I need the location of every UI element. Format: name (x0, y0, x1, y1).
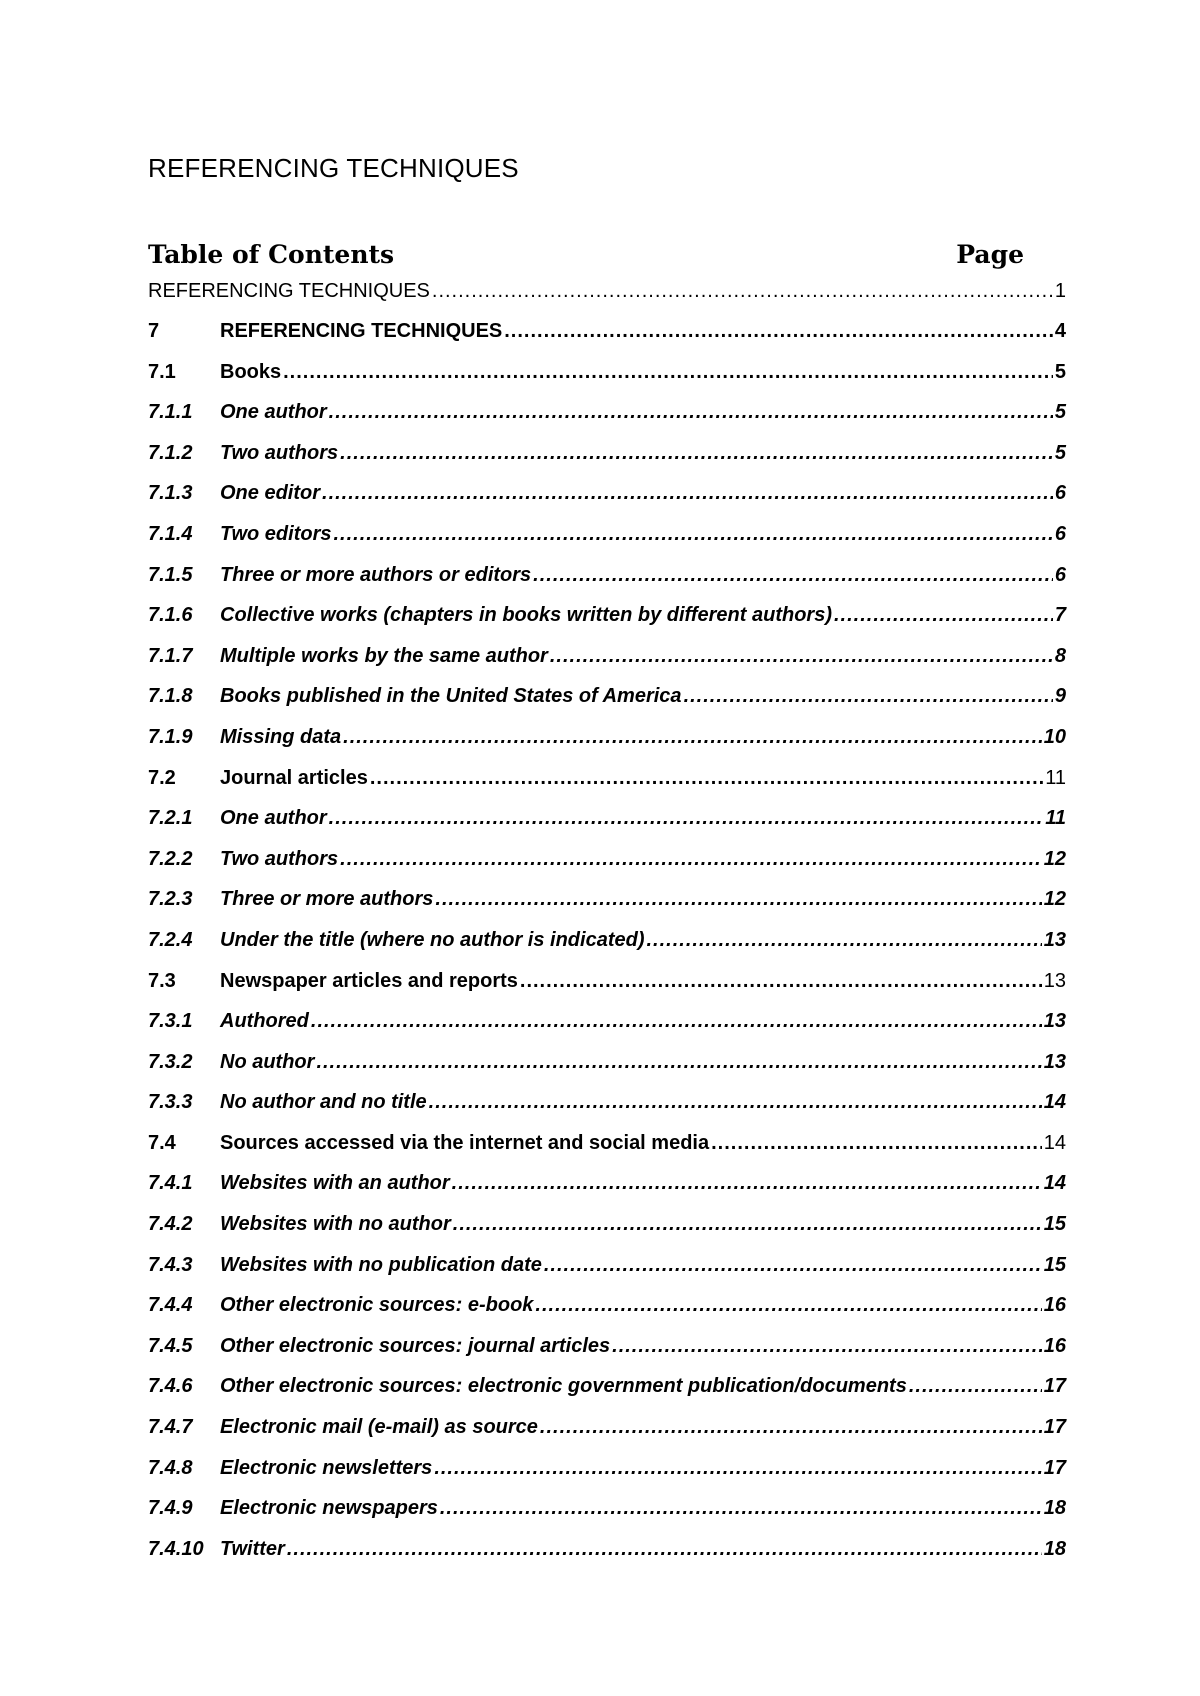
toc-entry-page: 6 (1054, 522, 1066, 545)
toc-entry[interactable] (148, 636, 1066, 677)
toc-leader-dots (452, 1163, 1042, 1204)
toc-entry-page: 12 (1043, 888, 1066, 911)
toc-entry-title: Missing data (220, 725, 342, 748)
toc-entry[interactable] (148, 1285, 1066, 1326)
toc-entry-number: 7 (148, 320, 160, 342)
toc-entry[interactable] (148, 473, 1066, 514)
toc-entry-page: 13 (1043, 1010, 1066, 1033)
toc-entry-page: 6 (1054, 563, 1066, 586)
toc-entry[interactable] (148, 433, 1066, 474)
toc-entry-title: Two authors (220, 847, 339, 870)
toc-leader-dots (504, 311, 1053, 352)
toc-leader-dots (434, 1448, 1041, 1489)
toc-leader-dots (612, 1326, 1042, 1367)
toc-entry-title: Websites with an author (220, 1172, 450, 1195)
toc-leader-dots (322, 473, 1053, 514)
toc-entry[interactable] (148, 1204, 1066, 1245)
toc-entry[interactable] (148, 555, 1066, 596)
toc-entry-number: 7.3.2 (148, 1050, 193, 1073)
toc-leader-dots (340, 839, 1042, 880)
toc-entry-number: 7.1.4 (148, 522, 193, 545)
toc-leader-dots (432, 272, 1053, 311)
toc-entry[interactable] (148, 1163, 1066, 1204)
toc-entry-number: 7.3.3 (148, 1091, 193, 1114)
toc-leader-dots (316, 1042, 1041, 1083)
toc-entry-page: 13 (1043, 969, 1066, 992)
toc-entry-page: 18 (1043, 1497, 1066, 1520)
toc-entry-page: 1 (1054, 280, 1066, 302)
toc-leader-dots (544, 1245, 1042, 1286)
toc-leader-dots (711, 1123, 1042, 1164)
toc-header (148, 238, 1066, 272)
toc-leader-dots (520, 961, 1042, 1002)
toc-leader-dots (340, 433, 1053, 474)
toc-entry-page: 4 (1054, 320, 1066, 342)
toc-leader-dots (333, 514, 1052, 555)
toc-entry[interactable] (148, 1529, 1066, 1570)
toc-entry-number: 7.2.3 (148, 888, 193, 911)
toc-entry-number: 7.1 (148, 360, 176, 383)
document-title: REFERENCING TECHNIQUES (148, 153, 519, 183)
toc-entry-page: 18 (1043, 1537, 1066, 1560)
toc-entry[interactable] (148, 839, 1066, 880)
toc-entry-title: Electronic newspapers (220, 1497, 438, 1520)
toc-leader-dots (429, 1082, 1042, 1123)
toc-leader-dots (440, 1488, 1042, 1529)
toc-leader-dots (329, 392, 1053, 433)
toc-entry-page: 17 (1043, 1456, 1066, 1479)
toc-entry[interactable] (148, 1082, 1066, 1123)
toc-entry-page: 16 (1043, 1334, 1066, 1357)
toc-heading: Table of Contents (148, 240, 395, 269)
toc-entry-page: 15 (1043, 1213, 1066, 1236)
toc-entry-title: REFERENCING TECHNIQUES (220, 320, 503, 342)
toc-entry-number: 7.1.6 (148, 604, 193, 627)
toc-entry[interactable] (148, 514, 1066, 555)
toc-entry[interactable] (148, 1488, 1066, 1529)
toc-entry-title: One author (220, 401, 327, 424)
toc-entry-number: 7.4.2 (148, 1213, 193, 1236)
toc-entry-number: 7.1.8 (148, 685, 193, 708)
toc-entry-page: 11 (1045, 807, 1066, 830)
toc-entry-title: Authored (220, 1010, 309, 1033)
toc-entry[interactable] (148, 758, 1066, 799)
toc-entry-number: 7.4.8 (148, 1456, 193, 1479)
toc-entry[interactable] (148, 1245, 1066, 1286)
toc-entry[interactable] (148, 676, 1066, 717)
toc-entry-number: 7.4.6 (148, 1375, 193, 1398)
toc-entry-number: 7.1.1 (148, 401, 193, 424)
toc-entry-page: 12 (1043, 847, 1066, 870)
toc-entry-title: Sources accessed via the internet and social media (220, 1131, 710, 1154)
toc-leader-dots (909, 1366, 1042, 1407)
toc-entry[interactable] (148, 961, 1066, 1002)
toc-leader-dots (535, 1285, 1041, 1326)
table-of-contents (148, 272, 1066, 1569)
toc-entry[interactable] (148, 311, 1066, 352)
toc-entry-page: 6 (1054, 482, 1066, 505)
toc-entry-title: Collective works (chapters in books written by different authors) (220, 604, 832, 627)
toc-entry[interactable] (148, 717, 1066, 758)
toc-entry-title: No author and no title (220, 1091, 427, 1114)
toc-entry-number: 7.4.9 (148, 1497, 193, 1520)
toc-entry-title: No author (220, 1050, 315, 1073)
toc-entry-title: Under the title (where no author is indicated) (220, 928, 645, 951)
toc-entry-page: 14 (1043, 1131, 1066, 1154)
toc-entry-title: Two authors (220, 441, 339, 464)
toc-entry-title: Websites with no author (220, 1213, 451, 1236)
toc-entry-number: 7.4.5 (148, 1334, 193, 1357)
toc-entry[interactable] (148, 1042, 1066, 1083)
toc-entry-title: REFERENCING TECHNIQUES (148, 280, 430, 302)
toc-entry-title: Books (220, 360, 282, 383)
toc-entry-number: 7.3.1 (148, 1010, 193, 1033)
toc-entry-page: 5 (1054, 360, 1066, 383)
document-page (148, 148, 1066, 1569)
toc-entry-page: 13 (1043, 928, 1066, 951)
toc-entry[interactable] (148, 1123, 1066, 1164)
page-column-heading: Page (956, 240, 1024, 269)
toc-entry-page: 17 (1043, 1416, 1066, 1439)
toc-entry-title: Journal articles (220, 766, 368, 789)
toc-entry-page: 14 (1043, 1091, 1066, 1114)
toc-entry-page: 5 (1054, 441, 1066, 464)
toc-entry-page: 17 (1043, 1375, 1066, 1398)
toc-entry[interactable] (148, 1326, 1066, 1367)
toc-leader-dots (453, 1204, 1042, 1245)
toc-leader-dots (540, 1407, 1042, 1448)
toc-leader-dots (834, 595, 1053, 636)
toc-entry-title: One author (220, 807, 327, 830)
toc-entry-page: 5 (1054, 401, 1066, 424)
toc-entry[interactable] (148, 352, 1066, 393)
toc-entry[interactable] (148, 1407, 1066, 1448)
toc-entry-page: 8 (1054, 644, 1066, 667)
toc-leader-dots (435, 879, 1041, 920)
toc-entry-number: 7.4.10 (148, 1537, 204, 1560)
toc-entry-number: 7.2.1 (148, 807, 193, 830)
toc-entry-title: Three or more authors or editors (220, 563, 532, 586)
toc-entry-page: 7 (1054, 604, 1066, 627)
toc-entry-title: Three or more authors (220, 888, 434, 911)
toc-leader-dots (287, 1529, 1042, 1570)
toc-entry-title: Other electronic sources: journal articles (220, 1334, 611, 1357)
toc-entry-page: 14 (1043, 1172, 1066, 1195)
toc-entry-page: 13 (1043, 1050, 1066, 1073)
toc-entry-number: 7.1.5 (148, 563, 193, 586)
toc-entry-page: 15 (1043, 1253, 1066, 1276)
toc-entry[interactable] (148, 1448, 1066, 1489)
toc-entry-number: 7.1.9 (148, 725, 193, 748)
toc-entry-page: 11 (1045, 766, 1066, 789)
toc-entry-number: 7.4.3 (148, 1253, 193, 1276)
toc-entry-page: 9 (1054, 685, 1066, 708)
toc-entry-page: 10 (1043, 725, 1066, 748)
toc-entry-title: Two editors (220, 522, 332, 545)
toc-entry-title: Twitter (220, 1537, 285, 1560)
toc-leader-dots (343, 717, 1042, 758)
toc-entry-number: 7.4.4 (148, 1294, 193, 1317)
toc-entry[interactable] (148, 595, 1066, 636)
toc-leader-dots (646, 920, 1041, 961)
toc-entry[interactable] (148, 879, 1066, 920)
toc-entry-title: Books published in the United States of America (220, 685, 682, 708)
toc-entry-number: 7.1.2 (148, 441, 193, 464)
toc-leader-dots (329, 798, 1044, 839)
toc-entry-number: 7.4 (148, 1131, 176, 1154)
toc-entry-number: 7.2.4 (148, 928, 193, 951)
toc-leader-dots (283, 352, 1053, 393)
toc-entry[interactable] (148, 392, 1066, 433)
toc-leader-dots (311, 1001, 1042, 1042)
toc-entry-title: Electronic mail (e-mail) as source (220, 1416, 538, 1439)
toc-entry-title: Websites with no publication date (220, 1253, 542, 1276)
toc-entry-page: 16 (1043, 1294, 1066, 1317)
toc-entry-title: Electronic newsletters (220, 1456, 433, 1479)
toc-entry-title: One editor (220, 482, 321, 505)
toc-entry-number: 7.2.2 (148, 847, 193, 870)
toc-entry-number: 7.4.7 (148, 1416, 193, 1439)
toc-leader-dots (684, 676, 1053, 717)
toc-entry[interactable] (148, 1001, 1066, 1042)
toc-entry-title: Multiple works by the same author (220, 644, 548, 667)
toc-entry-number: 7.1.7 (148, 644, 193, 667)
toc-entry-title: Newspaper articles and reports (220, 969, 518, 992)
toc-entry-number: 7.3 (148, 969, 176, 992)
toc-entry-number: 7.1.3 (148, 482, 193, 505)
toc-entry[interactable] (148, 272, 1066, 311)
toc-entry-number: 7.2 (148, 766, 176, 789)
toc-entry-title: Other electronic sources: electronic government publication/documents (220, 1375, 907, 1398)
toc-entry-number: 7.4.1 (148, 1172, 193, 1195)
toc-entry[interactable] (148, 1366, 1066, 1407)
toc-leader-dots (550, 636, 1053, 677)
toc-entry-title: Other electronic sources: e-book (220, 1294, 534, 1317)
toc-leader-dots (533, 555, 1053, 596)
toc-leader-dots (370, 758, 1043, 799)
toc-entry[interactable] (148, 920, 1066, 961)
toc-entry[interactable] (148, 798, 1066, 839)
